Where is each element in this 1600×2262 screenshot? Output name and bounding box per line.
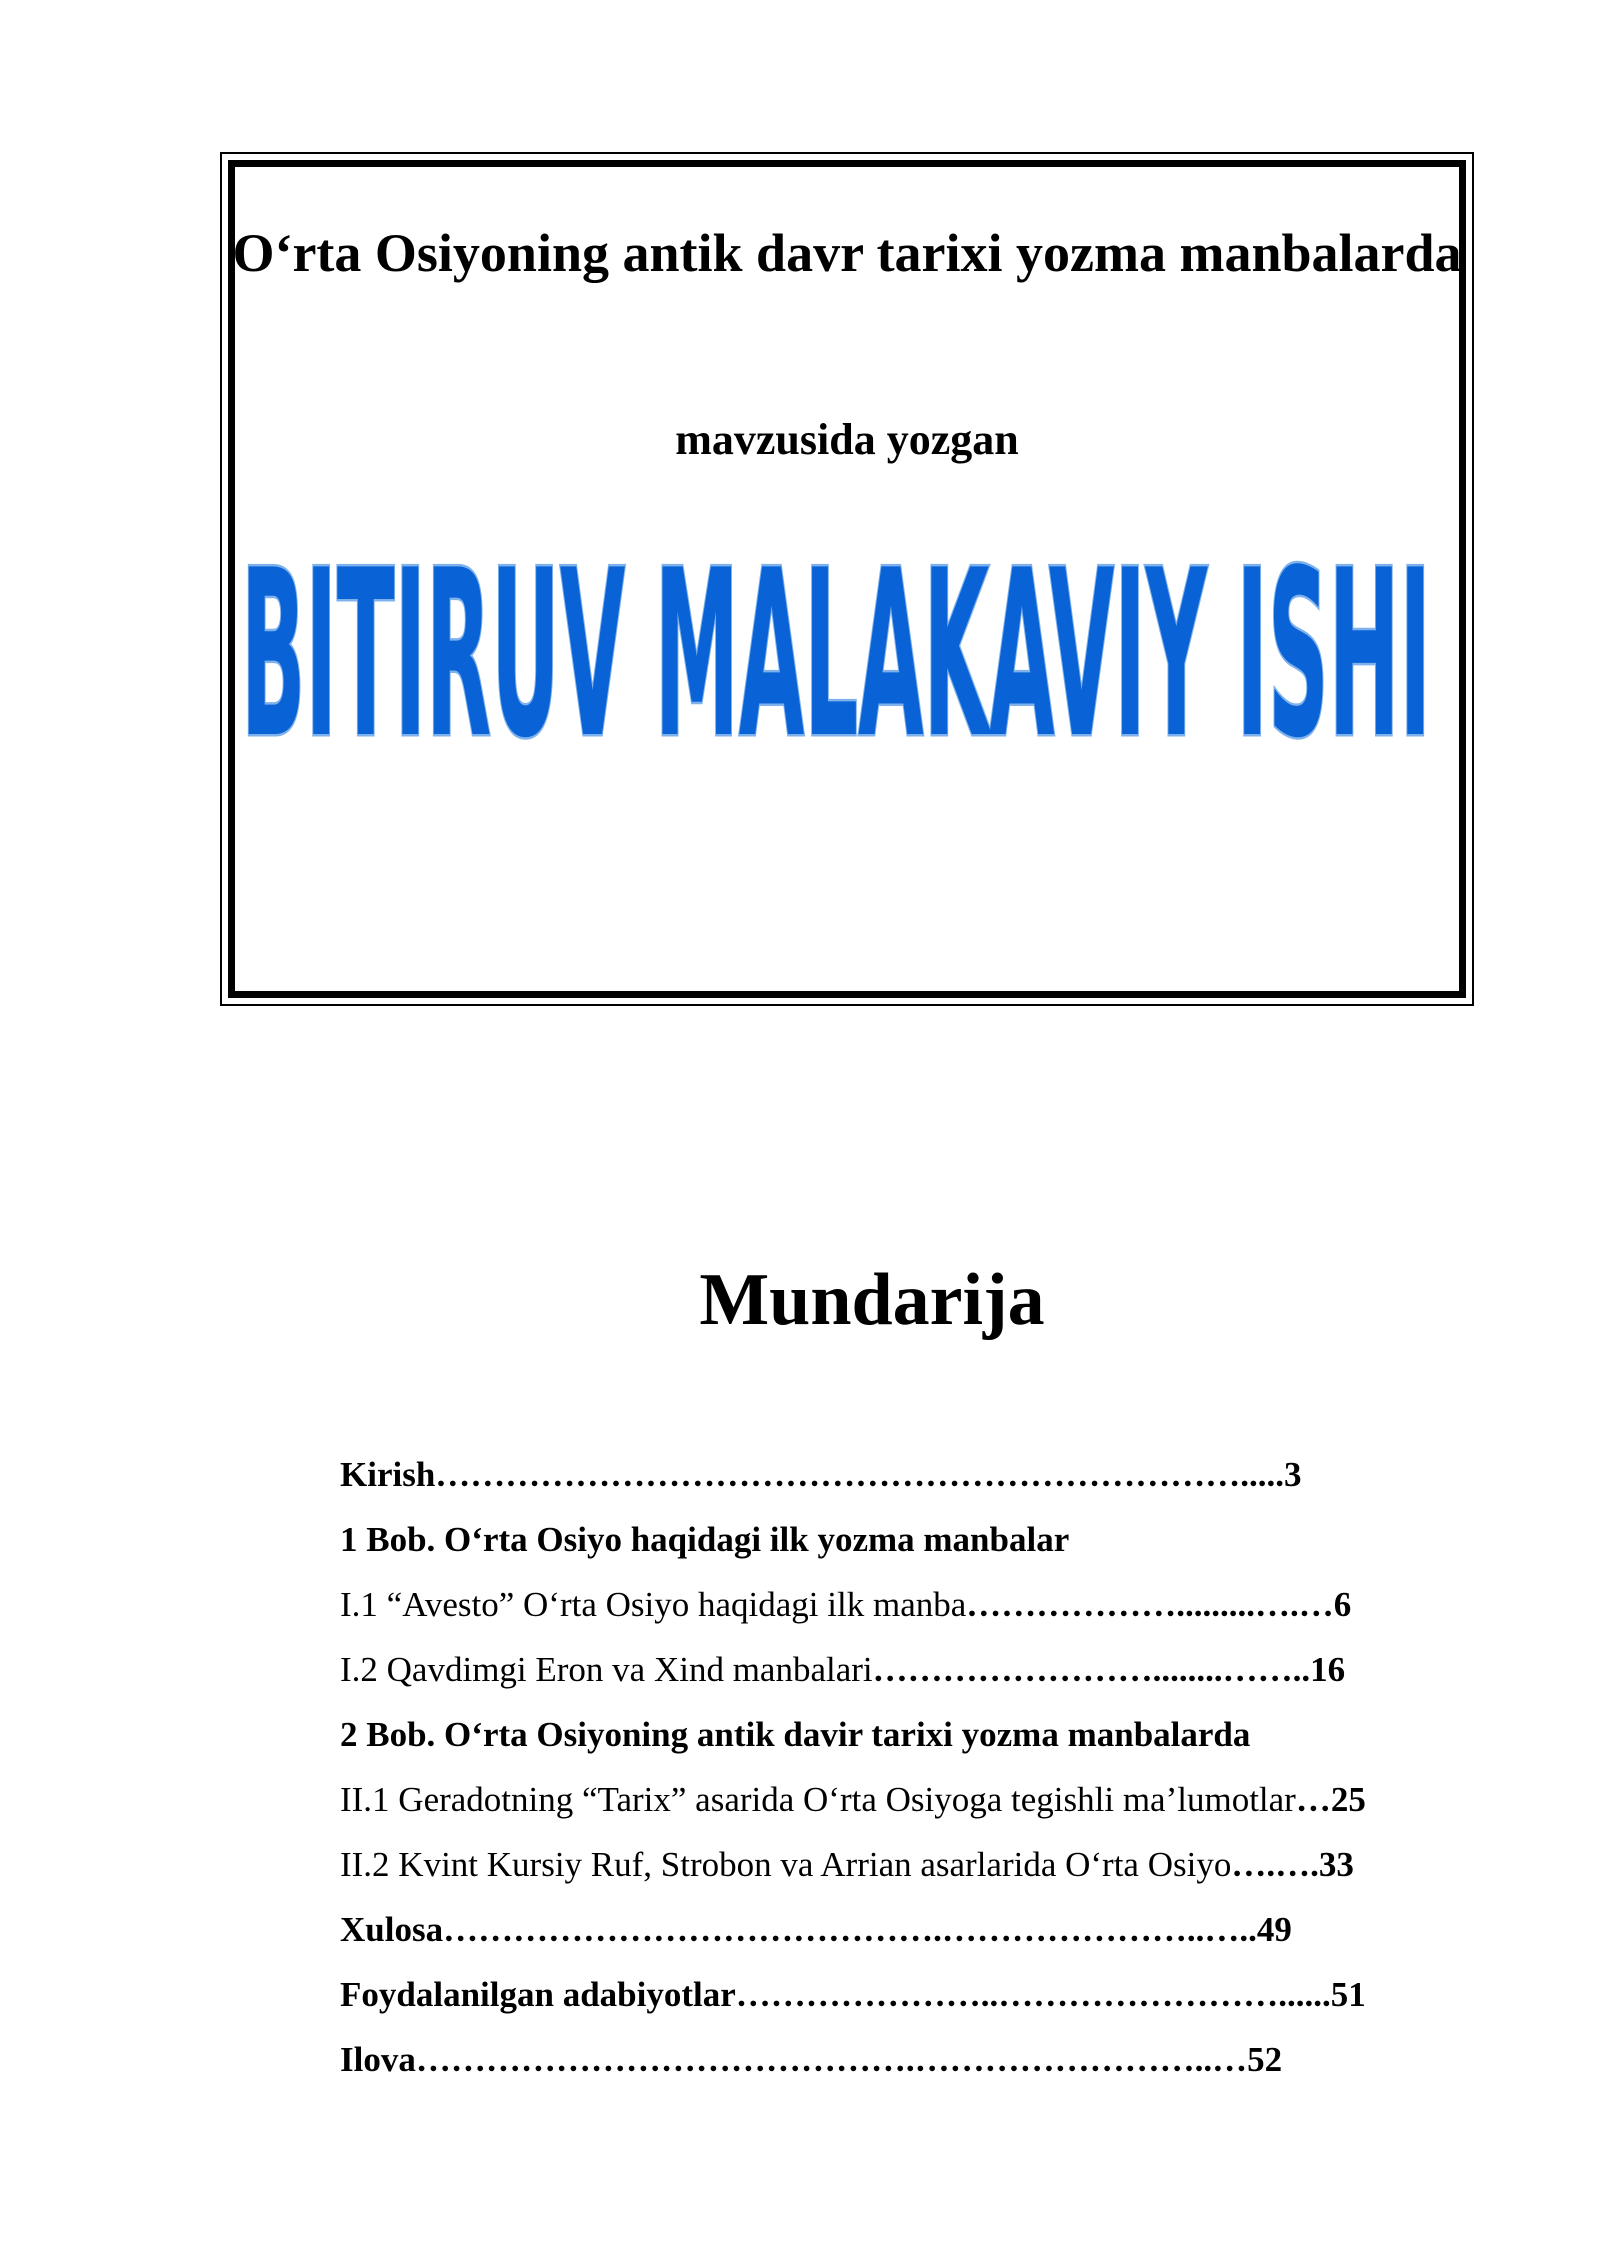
- toc-heading: Mundarija: [699, 1259, 1045, 1341]
- toc-entry: [340, 1972, 1480, 2037]
- toc-entry-page: 49: [1256, 1910, 1292, 1949]
- toc-entry-page: 6: [1333, 1585, 1352, 1624]
- toc-entry-leader: …………………..……………………......: [735, 1975, 1331, 2014]
- toc-entry: [340, 1582, 1480, 1647]
- toc-entry-leader: ……………….........….…: [966, 1585, 1334, 1624]
- toc-entry-page: 25: [1330, 1780, 1366, 1819]
- toc-entry-label: Foydalanilgan adabiyotlar: [340, 1975, 736, 2014]
- thesis-subtitle: mavzusida yozgan: [675, 415, 1019, 464]
- toc-entry-label: I.2 Qavdimgi Eron va Xind manbalari: [340, 1650, 873, 1689]
- toc-entry-leader: …………………………………….……………………..…: [415, 2040, 1248, 2079]
- toc-entry-label: Ilova: [340, 2040, 416, 2079]
- toc-entry-label: II.1 Geradotning “Tarix” asarida O‘rta Osiyoga tegishli ma’lumotlar: [340, 1780, 1296, 1819]
- wordart-text: BITIRUV MALAKAVIY ISHI: [241, 522, 1431, 789]
- toc-entry-page: 51: [1330, 1975, 1366, 2014]
- toc-entry: [340, 1452, 1480, 1517]
- toc-entry-label: Xulosa: [340, 1910, 444, 1949]
- toc-entry-leader: …………………………………….…………………..…..: [443, 1910, 1257, 1949]
- toc-entry: [340, 1842, 1480, 1907]
- toc-entry-label: II.2 Kvint Kursiy Ruf, Strobon va Arrian asarlarida O‘rta Osiyo: [340, 1845, 1232, 1884]
- wordart-banner: [236, 506, 1436, 789]
- toc-entry: [340, 1647, 1480, 1712]
- toc-entry-leader: …………………………………………………………….....: [435, 1455, 1285, 1494]
- toc-entry-page: 52: [1247, 2040, 1283, 2079]
- toc-entry: [340, 2037, 1480, 2102]
- toc-entry-label: 1 Bob. O‘rta Osiyo haqidagi ilk yozma manbalar: [340, 1520, 1070, 1559]
- toc-entry-leader: ……………………........……..: [872, 1650, 1311, 1689]
- toc-entry: [340, 1517, 1480, 1582]
- toc-entry: [340, 1777, 1480, 1842]
- toc-entry-leader: ….….: [1231, 1845, 1319, 1884]
- toc-entry-leader: …: [1295, 1780, 1331, 1819]
- toc-entry-label: Kirish: [340, 1455, 436, 1494]
- toc-entry-page: 16: [1310, 1650, 1346, 1689]
- toc-entry-label: 2 Bob. O‘rta Osiyoning antik davir tarixi yozma manbalarda: [340, 1715, 1251, 1754]
- toc-entry-page: 33: [1318, 1845, 1354, 1884]
- toc-entry-page: 3: [1284, 1455, 1302, 1494]
- thesis-title: O‘rta Osiyoning antik davr tarixi yozma manbalarda: [232, 223, 1462, 283]
- toc-entry: [340, 1907, 1480, 1972]
- toc-entry-label: I.1 “Avesto” O‘rta Osiyo haqidagi ilk manba: [340, 1585, 967, 1624]
- toc-entry: [340, 1712, 1480, 1777]
- table-of-contents: [340, 1452, 1480, 2102]
